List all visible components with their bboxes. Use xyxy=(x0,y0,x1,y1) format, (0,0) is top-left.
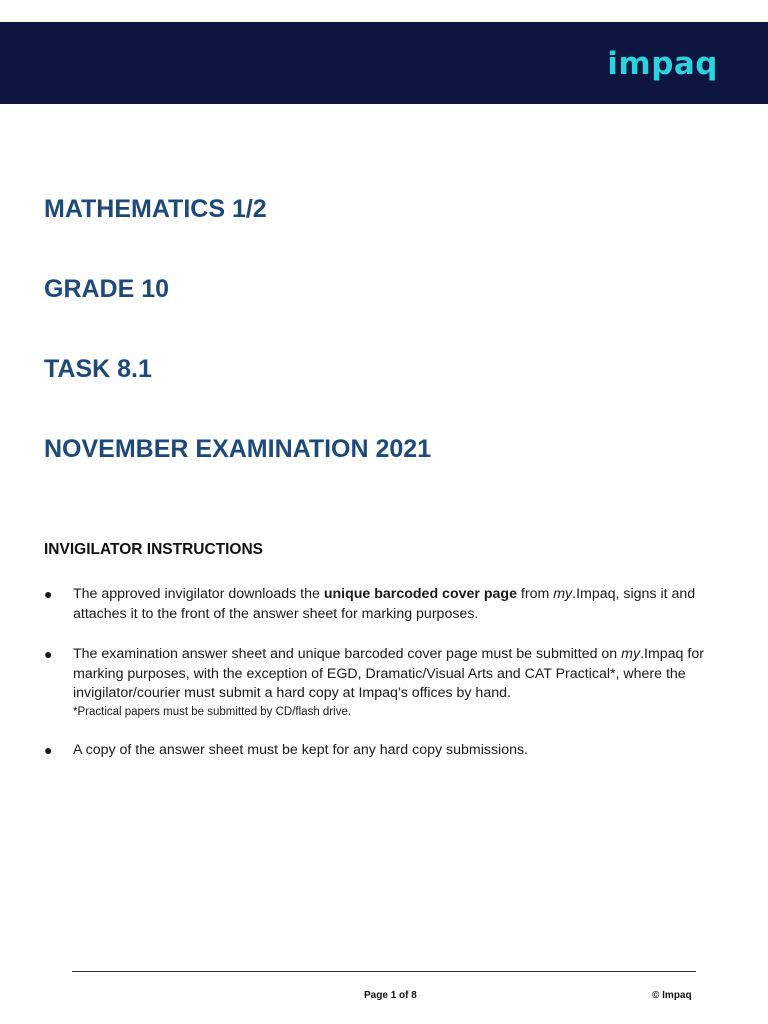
instructions-title: INVIGILATOR INSTRUCTIONS xyxy=(44,541,264,558)
title-block xyxy=(44,192,431,512)
page-current: 1 xyxy=(390,990,397,1001)
task-heading: TASK 8.1 xyxy=(44,355,152,383)
page-sep: of xyxy=(396,990,412,1001)
bullet2-post: .Impaq for marking purposes, with the exception of EGD, Dramatic/Visual Arts and CAT Practical*, where the invigilator/courier must submit a hard copy at Impaq’s offices by hand. xyxy=(73,646,704,701)
subject-heading: MATHEMATICS 1/2 xyxy=(44,195,267,223)
bullet2-italic: my xyxy=(621,646,641,662)
list-item xyxy=(44,741,734,761)
bullet-icon: ● xyxy=(44,586,53,602)
list-item xyxy=(44,645,734,720)
page-label: Page xyxy=(364,990,391,1001)
bullet1-post: .Impaq, signs it and attaches it to the front of the answer sheet for marking purposes. xyxy=(73,586,696,622)
bullet-icon: ● xyxy=(44,741,53,758)
bullet-icon: ● xyxy=(44,646,53,662)
bullet1-mid: from xyxy=(516,586,554,602)
bullet1-bold: unique barcoded cover page xyxy=(323,586,517,602)
bullet2-note: *Practical papers must be submitted by CD/flash drive. xyxy=(73,705,352,718)
list-item xyxy=(44,585,734,624)
impaq-logo: impaq xyxy=(607,46,718,82)
bullet1-pre: The approved invigilator downloads the xyxy=(73,586,324,602)
grade-heading: GRADE 10 xyxy=(44,275,170,303)
exam-heading: NOVEMBER EXAMINATION 2021 xyxy=(44,435,432,463)
bullet1-italic: my xyxy=(553,586,573,602)
instructions-list xyxy=(44,585,734,760)
header-band xyxy=(0,22,768,104)
page-number xyxy=(364,990,417,1001)
copyright-text: © Impaq xyxy=(652,990,692,1001)
page-total: 8 xyxy=(411,990,417,1001)
bullet2-pre: The examination answer sheet and unique barcoded cover page must be submitted on xyxy=(73,646,622,662)
bullet3-text: A copy of the answer sheet must be kept for any hard copy submissions. xyxy=(73,741,529,758)
footer-divider xyxy=(72,971,696,972)
